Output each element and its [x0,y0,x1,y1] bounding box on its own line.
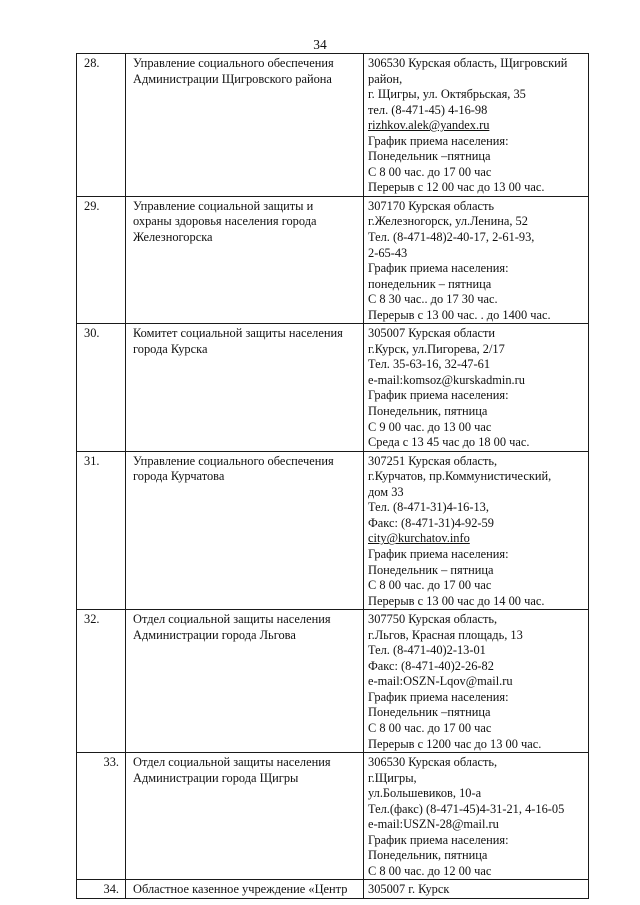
contact-line: Факс: (8-471-40)2-26-82 [368,658,494,673]
organization-name-line: Областное казенное учреждение «Центр [133,882,348,897]
contact-line: г.Курск, ул.Пигорева, 2/17 [368,341,505,356]
table-row [77,610,589,753]
organization-name-cell [126,196,364,323]
row-number: 34. [77,880,126,899]
contact-info-cell [364,880,589,899]
contact-line: С 8 00 час. до 17 00 час [368,720,492,735]
organization-name-cell [126,451,364,609]
table-row [77,753,589,880]
contact-line: Перерыв с 13 00 час. . до 1400 час. [368,307,551,322]
contact-line: График приема населения: [368,388,509,403]
contact-line: 306530 Курская область, [368,755,498,770]
contact-line: Перерыв с 1200 час до 13 00 час. [368,736,542,751]
contact-line: 307170 Курская область [368,198,495,213]
contact-line: Понедельник – пятница [368,562,494,577]
contact-line: 307750 Курская область, [368,612,498,627]
organization-name-line: Управление социальной защиты и [133,198,314,213]
contact-line: e-mail:komsoz@kurskadmin.ru [368,372,525,387]
contact-info-cell [364,451,589,609]
contact-line: С 8 00 час. до 17 00 час [368,164,492,179]
row-number: 33. [77,753,126,880]
contact-line: С 8 00 час. до 12 00 час [368,863,492,878]
email-link[interactable]: city@kurchatov.info [368,531,470,546]
contact-line: e-mail:OSZN-Lqov@mail.ru [368,674,513,689]
contact-line: Факс: (8-471-31)4-92-59 [368,515,494,530]
organization-name-line: охраны здоровья населения города [133,214,317,229]
page-number: 34 [313,37,327,52]
organization-name-line: Администрации города Щигры [133,770,299,785]
contact-line: График приема населения: [368,546,509,561]
contact-info-cell [364,324,589,451]
organization-name-line: Железногорска [133,230,213,245]
contact-line: Понедельник, пятница [368,404,488,419]
table-row [77,54,589,197]
contact-line: График приема населения: [368,133,509,148]
contact-line: г.Щигры, [368,770,417,785]
contact-line: г.Льгов, Красная площадь, 13 [368,627,523,642]
row-number: 32. [77,610,126,753]
contact-line: Перерыв с 13 00 час до 14 00 час. [368,593,545,608]
organization-name-line: города Курска [133,341,208,356]
contact-line: Тел. (8-471-48)2-40-17, 2-61-93, [368,230,535,245]
contact-line: дом 33 [368,484,404,499]
organization-name-cell [126,610,364,753]
organization-name-line: Администрации Щигровского района [133,71,332,86]
organization-name-line: города Курчатова [133,469,225,484]
contact-line: Среда с 13 45 час до 18 00 час. [368,435,530,450]
organization-name-cell [126,54,364,197]
institutions-table [76,53,589,899]
organization-name-cell [126,880,364,899]
organization-name-line: Администрации города Льгова [133,627,296,642]
organization-name-line: Управление социального обеспечения [133,453,334,468]
table-row [77,324,589,451]
contact-line: Тел. 35-63-16, 32-47-61 [368,357,491,372]
contact-line: С 8 00 час. до 17 00 час [368,578,492,593]
contact-line: Перерыв с 12 00 час до 13 00 час. [368,180,545,195]
contact-info-cell [364,753,589,880]
contact-info-cell [364,196,589,323]
contact-line: ул.Большевиков, 10-а [368,786,482,801]
contact-line: 306530 Курская область, Щигровский [368,56,568,70]
contact-line: Тел. (8-471-40)2-13-01 [368,643,486,658]
contact-line: С 8 30 час.. до 17 30 час. [368,292,498,307]
row-number: 29. [77,196,126,323]
contact-line: Тел.(факс) (8-471-45)4-31-21, 4-16-05 [368,801,565,816]
row-number: 28. [77,54,126,197]
table-row [77,196,589,323]
contact-line: Понедельник –пятница [368,705,491,720]
contact-line: район, [368,71,403,86]
contact-line: Понедельник –пятница [368,149,491,164]
contact-line: г.Железногорск, ул.Ленина, 52 [368,214,528,229]
contact-line: Тел. (8-471-31)4-16-13, [368,500,489,515]
contact-info-cell [364,610,589,753]
contact-line: График приема населения: [368,689,509,704]
organization-name-cell [126,753,364,880]
contact-line: 305007 г. Курск [368,882,450,897]
email-link[interactable]: rizhkov.alek@yandex.ru [368,118,490,133]
contact-info-cell [364,54,589,197]
row-number: 31. [77,451,126,609]
table-row [77,451,589,609]
organization-name-line: Комитет социальной защиты населения [133,326,343,341]
contact-line: График приема населения: [368,261,509,276]
row-number: 30. [77,324,126,451]
institutions-table-body [77,54,589,899]
organization-name-line: Отдел социальной защиты населения [133,755,331,770]
contact-line: 305007 Курская области [368,326,496,341]
contact-line: тел. (8-471-45) 4-16-98 [368,102,488,117]
organization-name-cell [126,324,364,451]
organization-name-line: Отдел социальной защиты населения [133,612,331,627]
contact-line: понедельник – пятница [368,276,492,291]
contact-line: e-mail:USZN-28@mail.ru [368,817,499,832]
contact-line: Понедельник, пятница [368,848,488,863]
contact-line: С 9 00 час. до 13 00 час [368,419,492,434]
contact-line: График приема населения: [368,832,509,847]
contact-line: 2-65-43 [368,245,408,260]
contact-line: 307251 Курская область, [368,453,498,468]
contact-line: г.Курчатов, пр.Коммунистический, [368,469,552,484]
contact-line: г. Щигры, ул. Октябрьская, 35 [368,87,526,102]
table-row [77,880,589,899]
organization-name-line: Управление социального обеспечения [133,56,334,70]
